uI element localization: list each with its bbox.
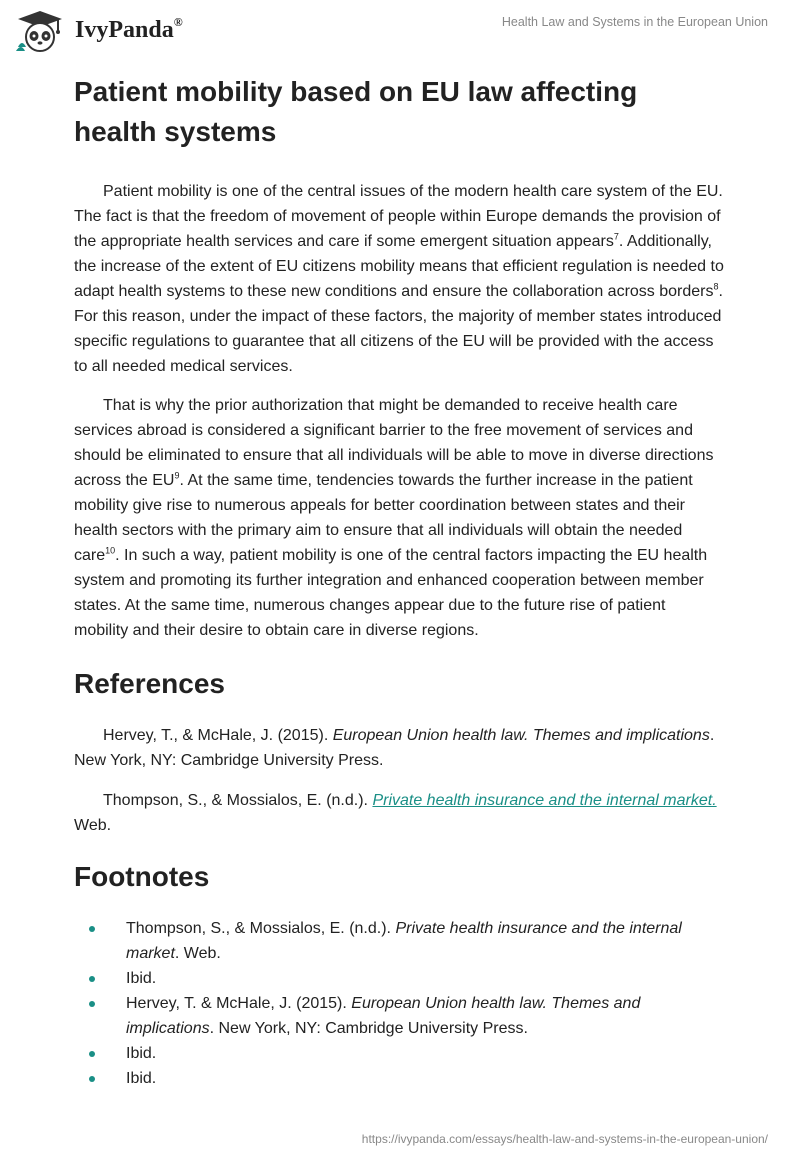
paragraph-text: . At the same time, tendencies towards the further increase in the patient mobility give rise to numerous appeals for better coordination between states and their health sectors with the primary aim to ensure that all individuals will obtain the needed care [74,472,693,564]
reference-link[interactable]: Private health insurance and the internal market. [372,792,717,809]
bullet-icon [89,1051,95,1057]
footnote-ref[interactable]: 10 [105,545,116,556]
registered-mark: ® [173,15,183,29]
footnote-text: Ibid. [126,1045,157,1062]
footnote-text: Ibid. [126,1070,157,1087]
paragraph-text: . For this reason, under the impact of these factors, the majority of member states introduced specific regulations to guarantee that all citizens of the EU will be provided with the access to all needed medical services. [74,283,723,375]
footnote-text: Thompson, S., & Mossialos, E. (n.d.). [126,920,396,937]
reference-authors: Thompson, S., & Mossialos, E. (n.d.). [103,792,373,809]
reference-authors: Hervey, T., & McHale, J. (2015). [103,727,333,744]
section-title: Patient mobility based on EU law affecting health systems [74,76,638,147]
references-heading: References [74,668,225,699]
bullet-icon [89,1076,95,1082]
footnote-title: Private health insurance and the internal market [126,920,682,962]
running-title: Health Law and Systems in the European Union [501,15,768,29]
reference-title: European Union health law. Themes and implications [332,727,710,744]
bullet-icon [89,1001,95,1007]
footnote-item [74,1066,724,1091]
footnote-title: European Union health law. Themes and implications [126,995,641,1037]
bullet-icon [89,976,95,982]
source-url[interactable]: https://ivypanda.com/essays/health-law-and-systems-in-the-european-union/ [361,1132,768,1146]
footnote-text: . Web. [174,945,221,962]
footnote-text: . New York, NY: Cambridge University Press. [209,1020,528,1037]
footnote-ref[interactable]: 8 [713,281,719,292]
reference-item [74,788,724,838]
footnote-item [74,966,724,991]
panda-graduate-icon[interactable] [14,9,66,53]
footnotes-list [74,916,724,1091]
reference-item [74,723,724,773]
paragraph-1 [74,179,724,379]
footnote-item [74,1041,724,1066]
footnote-ref[interactable]: 7 [613,231,619,242]
paragraph-text: That is why the prior authorization that might be demanded to receive health care services abroad is considered a significant barrier to the free movement of services and should be eliminated to ensure that all individuals will be able to move in diverse directions across the EU [74,397,714,489]
footnote-ref[interactable]: 9 [174,470,180,481]
footnote-text: Ibid. [126,970,157,987]
brand-text: IvyPanda [75,17,174,43]
document-content [74,72,724,1091]
page-header [0,0,800,64]
paragraph-2 [74,393,724,643]
footnote-item [74,991,724,1041]
footnote-text: Hervey, T. & McHale, J. (2015). [126,995,352,1012]
brand-name[interactable] [75,17,183,44]
reference-publisher: Web. [74,817,112,834]
paragraph-text: . Additionally, the increase of the extent of EU citizens mobility means that efficient regulation is needed to adapt health systems to these new conditions and ensure the collaboration across borders [74,233,724,300]
reference-publisher: . New York, NY: Cambridge University Press. [74,727,715,769]
paragraph-text: . In such a way, patient mobility is one of the central factors impacting the EU health system and promoting its further integration and enhanced cooperation between member states. At the same time, numerous changes appear due to the future rise of patient mobility and their desire to obtain care in diverse regions. [74,547,708,639]
footnote-item [74,916,724,966]
footnotes-heading: Footnotes [74,861,210,892]
paragraph-text: Patient mobility is one of the central issues of the modern health care system of the EU. The fact is that the freedom of movement of people within Europe demands the provision of the appropriate health services and care if some emergent situation appears [74,183,723,250]
bullet-icon [89,926,95,932]
